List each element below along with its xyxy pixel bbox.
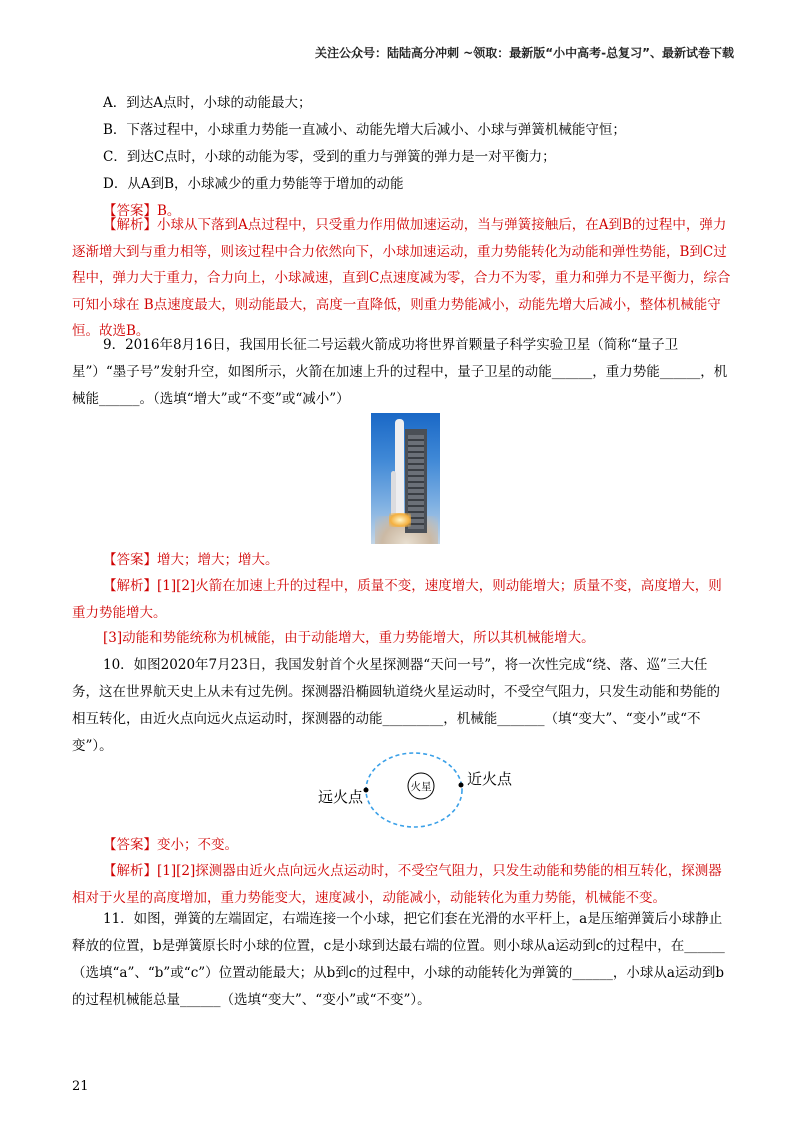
far-point-label: 远火点 [317, 788, 363, 806]
answer-text: 变小；不变。 [157, 837, 238, 853]
q8-option-c: C．到达C点时，小球的动能为零，受到的重力与弹簧的弹力是一对平衡力； [103, 149, 556, 165]
analysis-tag: 【解析】 [103, 863, 157, 879]
mars-orbit-diagram [300, 752, 530, 842]
q9-analysis-2: [3]动能和势能统称为机械能，由于动能增大，重力势能增大，所以其机械能增大。 [103, 630, 595, 646]
answer-tag: 【答案】 [103, 837, 157, 853]
analysis-text: [1][2]探测器由近火点向远火点运动时，不受空气阻力，只发生动能和势能的相互转化，探测器相对于火星的高度增加，重力势能变大，速度减小，动能减小，动能转化为重力势能，机械能不变。 [72, 863, 722, 906]
answer-text: 增大；增大；增大。 [157, 552, 279, 568]
q10-analysis [72, 858, 732, 912]
q10-answer [72, 832, 732, 859]
q11-stem: 11．如图，弹簧的左端固定，右端连接一个小球，把它们套在光滑的水平杆上，a是压缩弹簧后小球静止释放的位置，b是弹簧原长时小球的位置，c是小球到达最右端的位置。则小球从a运动到c的过程中，在______（选填“a”、“b”或“c”）位置动能最大；从b到c的过程中，小球的动能转化为弹簧的______，小球从a运动到b的过程机械能总量______（选填“变大”、“变小”或“不变”）。 [72, 911, 725, 1008]
analysis-tag: 【解析】 [103, 217, 157, 233]
q9-stem: 9．2016年8月16日，我国用长征二号运载火箭成功将世界首颗量子科学实验卫星（简称“量子卫星”）“墨子号”发射升空，如图所示，火箭在加速上升的过程中，量子卫星的动能______，重力势能______，机械能______。（选填“增大”或“不变”或“减小”） [72, 337, 728, 407]
page-number: 21 [72, 1079, 89, 1094]
analysis-tag: 【解析】 [103, 578, 157, 594]
analysis-text: [1][2]火箭在加速上升的过程中，质量不变，速度增大，则动能增大；质量不变，高度增大，则重力势能增大。 [72, 578, 722, 621]
page-header: 关注公众号：陆陆高分冲刺 ~领取：最新版“小中高考-总复习”、最新试卷下载 [315, 46, 734, 60]
near-point-dot [459, 783, 464, 788]
answer-tag: 【答案】 [103, 552, 157, 568]
q8-option-d: D．从A到B，小球减少的重力势能等于增加的动能 [103, 176, 404, 192]
rocket-launch-photo [371, 413, 440, 544]
q10-stem: 10．如图2020年7月23日，我国发射首个火星探测器“天问一号”，将一次性完成“绕、落、巡”三大任务，这在世界航天史上从未有过先例。探测器沿椭圆轨道绕火星运动时，不受空气阻力，只发生动能和势能的相互转化，由近火点向远火点运动时，探测器的动能_________，机械能_______（填“变大”、“变小”或“不变”）。 [72, 657, 720, 754]
q9-answer [72, 547, 732, 574]
q8-analysis [72, 212, 732, 345]
near-point-label: 近火点 [467, 770, 513, 788]
answer-tag: 【答案】 [103, 203, 157, 219]
far-point-dot [364, 788, 369, 793]
q9-analysis-1 [72, 573, 732, 627]
q8-option-a: A．到达A点时，小球的动能最大； [103, 95, 312, 111]
mars-label: 火星 [410, 781, 432, 793]
answer-text: B。 [157, 203, 181, 219]
q8-option-b: B．下落过程中，小球重力势能一直减小、动能先增大后减小、小球与弹簧机械能守恒； [103, 122, 626, 138]
analysis-text: 小球从下落到A点过程中，只受重力作用做加速运动，当与弹簧接触后，在A到B的过程中，弹力逐渐增大到与重力相等，则该过程中合力依然向下，小球加速运动，重力势能转化为动能和弹性势能，B到C过程中，弹力大于重力，合力向上，小球减速，直到C点速度减为零，合力不为零，重力和弹力不是平衡力，综合可知小球在 B点速度最大，则动能最大，高度一直降低，则重力势能减小，动能先增大后减小，整体机械能守恒。故选B。 [72, 217, 731, 339]
